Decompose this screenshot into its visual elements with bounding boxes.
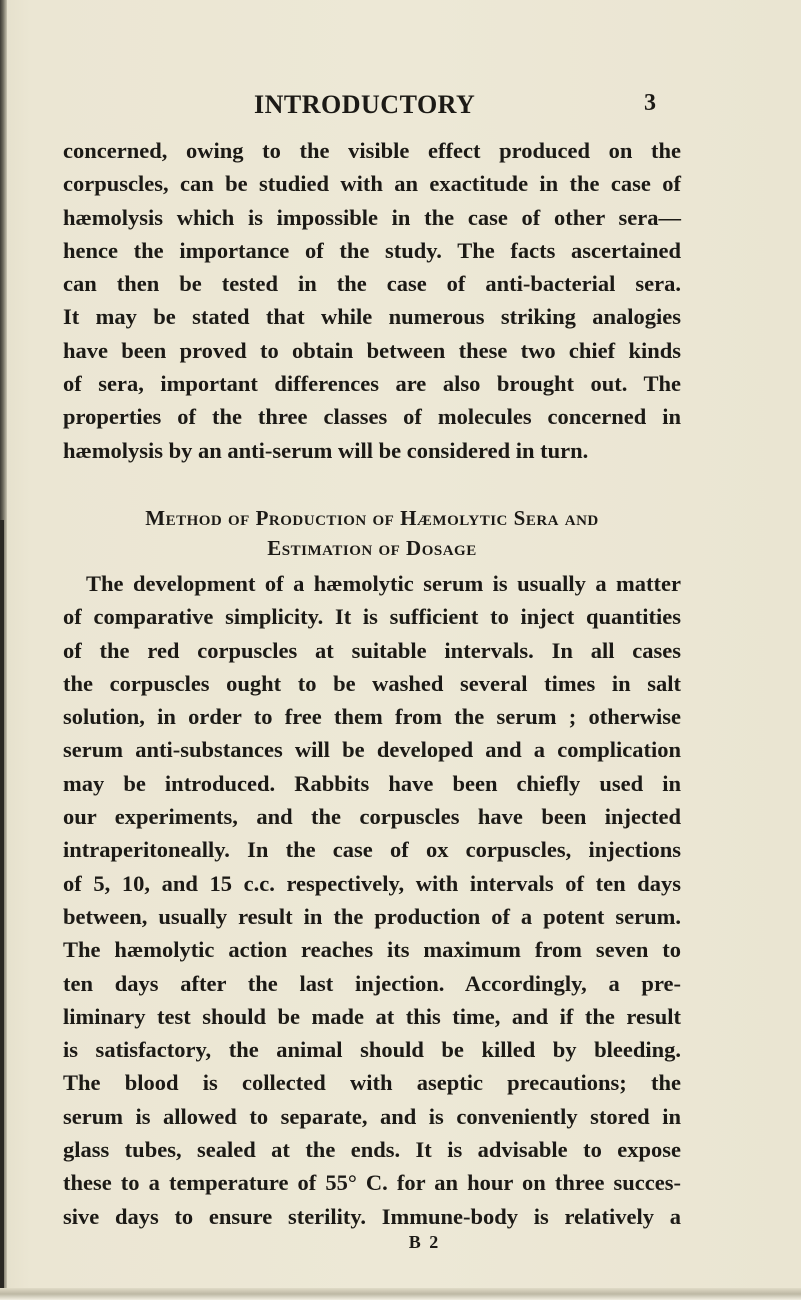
signature-mark: B 2 (408, 1232, 441, 1252)
text-line: The blood is collected with aseptic precautions; the (63, 1070, 681, 1096)
text-line: between, usually result in the production of a potent serum. (63, 903, 681, 929)
running-head (0, 90, 801, 124)
running-title: INTRODUCTORY (254, 90, 476, 119)
text-line: these to a temperature of 55° C. for an hour on three succes- (63, 1170, 681, 1196)
text-line: serum anti-substances will be developed and a complication (63, 737, 681, 763)
section-heading-line-1: Method of Production of Hæmolytic Sera and (145, 506, 599, 530)
section-heading (63, 503, 681, 563)
text-line: our experiments, and the corpuscles have been injected (63, 804, 681, 830)
text-line: have been proved to obtain between these two chief kinds (63, 337, 681, 363)
text-line: can then be tested in the case of anti-bacterial sera. (63, 271, 681, 297)
text-line: of the red corpuscles at suitable intervals. In all cases (63, 637, 681, 663)
text-line: the corpuscles ought to be washed several times in salt (63, 670, 681, 696)
paragraph-2 (63, 567, 681, 1233)
page-bottom-edge (0, 1288, 801, 1300)
text-line: of sera, important differences are also brought out. The (63, 371, 681, 397)
text-line: concerned, owing to the visible effect produced on the (63, 138, 681, 163)
text-line: It may be stated that while numerous striking analogies (63, 304, 681, 330)
text-line: solution, in order to free them from the serum ; otherwise (63, 704, 681, 730)
text-line: The development of a hæmolytic serum is usually a matter (86, 571, 681, 596)
text-line: ten days after the last injection. Accordingly, a pre- (63, 970, 681, 996)
page-number: 3 (644, 90, 656, 116)
section-heading-line-2: Estimation of Dosage (267, 536, 477, 560)
text-line: sive days to ensure sterility. Immune-body is relatively a (63, 1203, 681, 1229)
text-line: may be introduced. Rabbits have been chiefly used in (63, 770, 681, 796)
text-line: glass tubes, sealed at the ends. It is advisable to expose (63, 1137, 681, 1163)
text-line: of 5, 10, and 15 c.c. respectively, with intervals of ten days (63, 870, 681, 896)
text-line: corpuscles, can be studied with an exactitude in the case of (63, 171, 681, 197)
text-line: hence the importance of the study. The facts ascertained (63, 237, 681, 263)
text-line: intraperitoneally. In the case of ox corpuscles, injections (63, 837, 681, 863)
text-line: of comparative simplicity. It is sufficient to inject quantities (63, 604, 681, 630)
text-line: serum is allowed to separate, and is conveniently stored in (63, 1103, 681, 1129)
text-line: liminary test should be made at this time, and if the result (63, 1003, 681, 1029)
text-line: The hæmolytic action reaches its maximum from seven to (63, 937, 681, 963)
text-line: hæmolysis which is impossible in the case of other sera— (63, 204, 681, 230)
page-binding-shadow (0, 520, 4, 1300)
text-line: is satisfactory, the animal should be killed by bleeding. (63, 1037, 681, 1063)
text-line: properties of the three classes of molecules concerned in (63, 404, 681, 430)
paragraph-1 (63, 134, 681, 467)
text-line: hæmolysis by an anti-serum will be considered in turn. (63, 437, 589, 463)
